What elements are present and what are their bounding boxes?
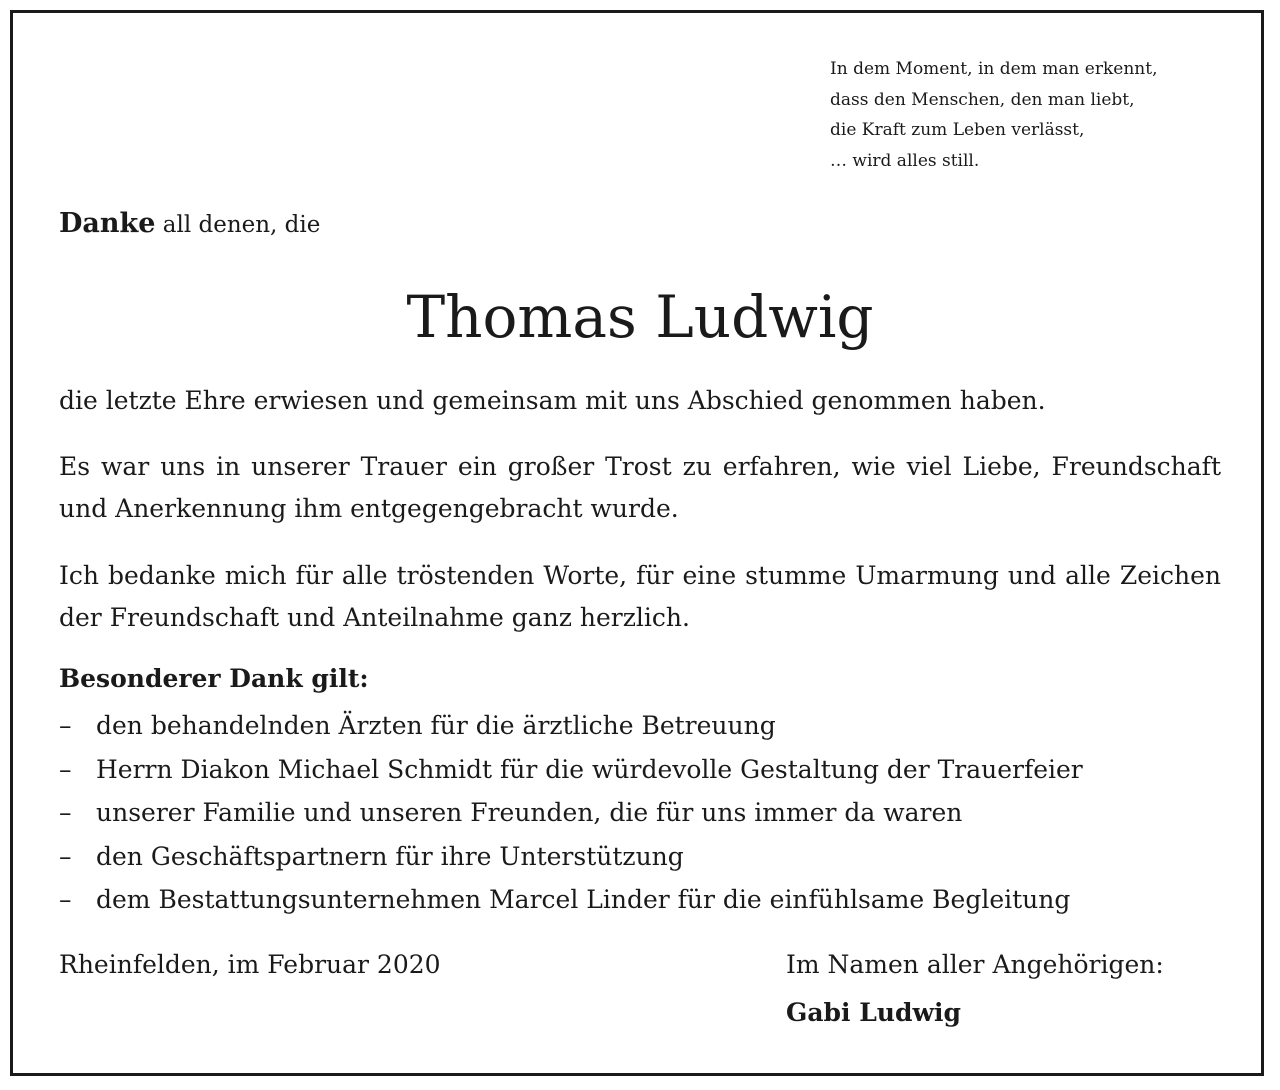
list-item	[59, 793, 1083, 837]
epigraph-line: … wird alles still.	[830, 150, 980, 171]
paragraph-comfort: Es war uns in unserer Trauer ein großer Trost zu erfahren, wie viel Liebe, Freundschaft und Anerkennung ihm entgegengebracht wurde.	[59, 452, 1221, 523]
thanks-rest: all denen, die	[155, 212, 321, 238]
list-item-text: den behandelnden Ärzten für die ärztliche Betreuung	[96, 711, 776, 740]
deceased-name: Thomas Ludwig	[406, 283, 874, 351]
special-thanks-heading: Besonderer Dank gilt:	[59, 664, 369, 693]
epigraph-line: dass den Menschen, den man liebt,	[830, 89, 1135, 110]
dash-bullet: –	[59, 798, 72, 827]
list-item-text: den Geschäftspartnern für ihre Unterstützung	[96, 841, 684, 871]
list-item-text: dem Bestattungsunternehmen Marcel Linder für die einfühlsame Begleitung	[96, 885, 1071, 914]
list-item	[59, 750, 1083, 794]
signer-name: Gabi Ludwig	[786, 998, 961, 1027]
on-behalf-line: Im Namen aller Angehörigen:	[786, 950, 1164, 979]
dash-bullet: –	[59, 711, 72, 740]
thanks-word: Danke	[59, 208, 156, 239]
list-item	[59, 706, 1083, 750]
list-item-text: Herrn Diakon Michael Schmidt für die würdevolle Gestaltung der Trauerfeier	[96, 754, 1083, 784]
list-item	[59, 837, 1083, 881]
special-thanks-list	[59, 706, 1083, 924]
dash-bullet: –	[59, 754, 72, 784]
thanks-intro	[59, 208, 320, 239]
epigraph-line: die Kraft zum Leben verlässt,	[830, 120, 1085, 140]
epigraph-poem	[830, 54, 1158, 176]
dash-bullet: –	[59, 885, 72, 914]
epigraph-line: In dem Moment, in dem man erkennt,	[830, 59, 1158, 79]
dash-bullet: –	[59, 841, 72, 871]
paragraph-farewell: die letzte Ehre erwiesen und gemeinsam mit uns Abschied genommen haben.	[59, 386, 1046, 415]
place-and-date: Rheinfelden, im Februar 2020	[59, 950, 441, 979]
list-item	[59, 880, 1083, 924]
list-item-text: unserer Familie und unseren Freunden, die für uns immer da waren	[96, 798, 963, 827]
paragraph-gratitude: Ich bedanke mich für alle tröstenden Worte, für eine stumme Umarmung und alle Zeichen der Freundschaft und Anteilnahme ganz herzlich.	[59, 561, 1221, 632]
